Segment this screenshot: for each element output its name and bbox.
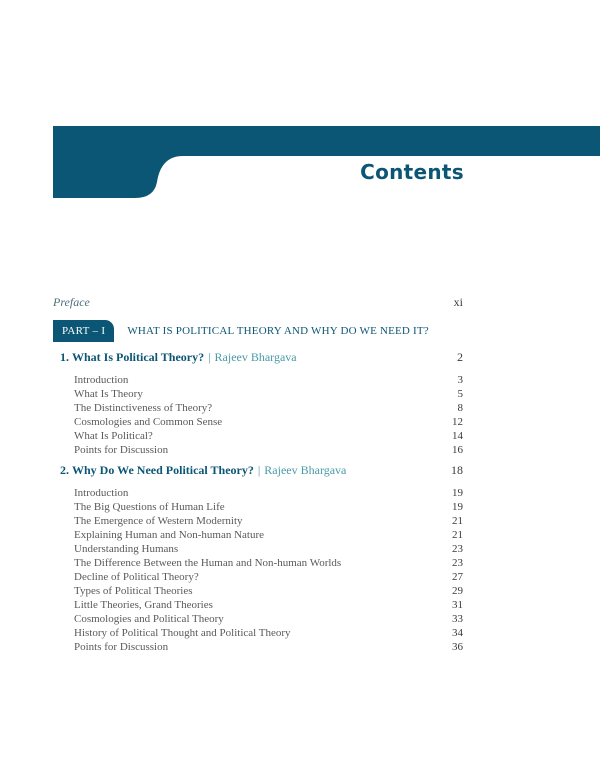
- section-page: 29: [452, 585, 463, 597]
- section-list: [60, 486, 463, 654]
- section-page: 36: [452, 641, 463, 653]
- section-page: 23: [452, 543, 463, 555]
- chapter-title: What Is Political Theory?: [72, 350, 205, 364]
- section-title: The Difference Between the Human and Non-human Worlds: [74, 557, 342, 569]
- chapter-author: Rajeev Bhargava: [264, 463, 347, 477]
- section-title: History of Political Thought and Political Theory: [74, 627, 291, 639]
- section-title: Introduction: [74, 374, 129, 386]
- chapter-separator: |: [208, 350, 211, 364]
- section-title: Cosmologies and Political Theory: [74, 613, 224, 625]
- preface-entry[interactable]: [53, 295, 463, 310]
- section-entry[interactable]: [60, 556, 463, 570]
- section-entry[interactable]: [60, 415, 463, 429]
- section-title: Decline of Political Theory?: [74, 571, 199, 583]
- preface-label: Preface: [53, 295, 90, 309]
- section-title: Types of Political Theories: [74, 585, 193, 597]
- chapter-number: 2.: [60, 463, 69, 477]
- section-page: 33: [452, 613, 463, 625]
- section-title: The Distinctiveness of Theory?: [74, 402, 213, 414]
- section-entry[interactable]: [60, 401, 463, 415]
- page-title: Contents: [360, 160, 464, 184]
- section-title: Introduction: [74, 487, 129, 499]
- chapter-1: [60, 350, 463, 457]
- chapter-separator: |: [257, 463, 261, 477]
- section-title: The Emergence of Western Modernity: [74, 515, 243, 527]
- section-page: 12: [452, 416, 463, 428]
- chapter-page: 2: [457, 350, 463, 364]
- section-entry[interactable]: [60, 570, 463, 584]
- section-title: Points for Discussion: [74, 444, 169, 456]
- section-entry[interactable]: [60, 500, 463, 514]
- section-page: 19: [452, 487, 463, 499]
- section-entry[interactable]: [60, 514, 463, 528]
- section-entry[interactable]: [60, 373, 463, 387]
- part-heading: [53, 320, 473, 342]
- chapter-author: Rajeev Bhargava: [214, 350, 297, 364]
- section-title: Explaining Human and Non-human Nature: [74, 529, 265, 541]
- section-title: Cosmologies and Common Sense: [74, 416, 223, 428]
- section-entry[interactable]: [60, 528, 463, 542]
- chapter-number: 1.: [60, 350, 69, 364]
- preface-page: xi: [453, 295, 463, 309]
- section-entry[interactable]: [60, 626, 463, 640]
- part-title: WHAT IS POLITICAL THEORY AND WHY DO WE NEED IT?: [127, 325, 429, 337]
- section-page: 5: [457, 388, 463, 400]
- section-page: 14: [452, 430, 463, 442]
- section-title: Understanding Humans: [74, 543, 179, 555]
- section-page: 19: [452, 501, 463, 513]
- section-page: 27: [452, 571, 463, 583]
- section-entry[interactable]: [60, 640, 463, 654]
- section-entry[interactable]: [60, 443, 463, 457]
- chapter-page: 18: [451, 463, 463, 477]
- section-entry[interactable]: [60, 486, 463, 500]
- section-title: What Is Political?: [74, 430, 153, 442]
- section-page: 21: [452, 515, 463, 527]
- section-title: What Is Theory: [74, 388, 143, 400]
- section-title: The Big Questions of Human Life: [74, 501, 225, 513]
- section-page: 21: [452, 529, 463, 541]
- section-entry[interactable]: [60, 429, 463, 443]
- section-list: [60, 373, 463, 457]
- section-page: 3: [457, 374, 463, 386]
- chapter-2: [60, 463, 463, 654]
- section-page: 16: [452, 444, 463, 456]
- chapter-heading[interactable]: [60, 350, 463, 370]
- part-tag: PART – I: [53, 320, 114, 342]
- section-entry[interactable]: [60, 387, 463, 401]
- section-title: Points for Discussion: [74, 641, 169, 653]
- section-title: Little Theories, Grand Theories: [74, 599, 213, 611]
- section-entry[interactable]: [60, 584, 463, 598]
- section-page: 34: [452, 627, 463, 639]
- section-page: 8: [457, 402, 463, 414]
- section-page: 23: [452, 557, 463, 569]
- section-entry[interactable]: [60, 612, 463, 626]
- section-page: 31: [452, 599, 463, 611]
- section-entry[interactable]: [60, 542, 463, 556]
- section-entry[interactable]: [60, 598, 463, 612]
- chapter-title: Why Do We Need Political Theory?: [72, 463, 254, 477]
- chapter-heading[interactable]: [60, 463, 463, 483]
